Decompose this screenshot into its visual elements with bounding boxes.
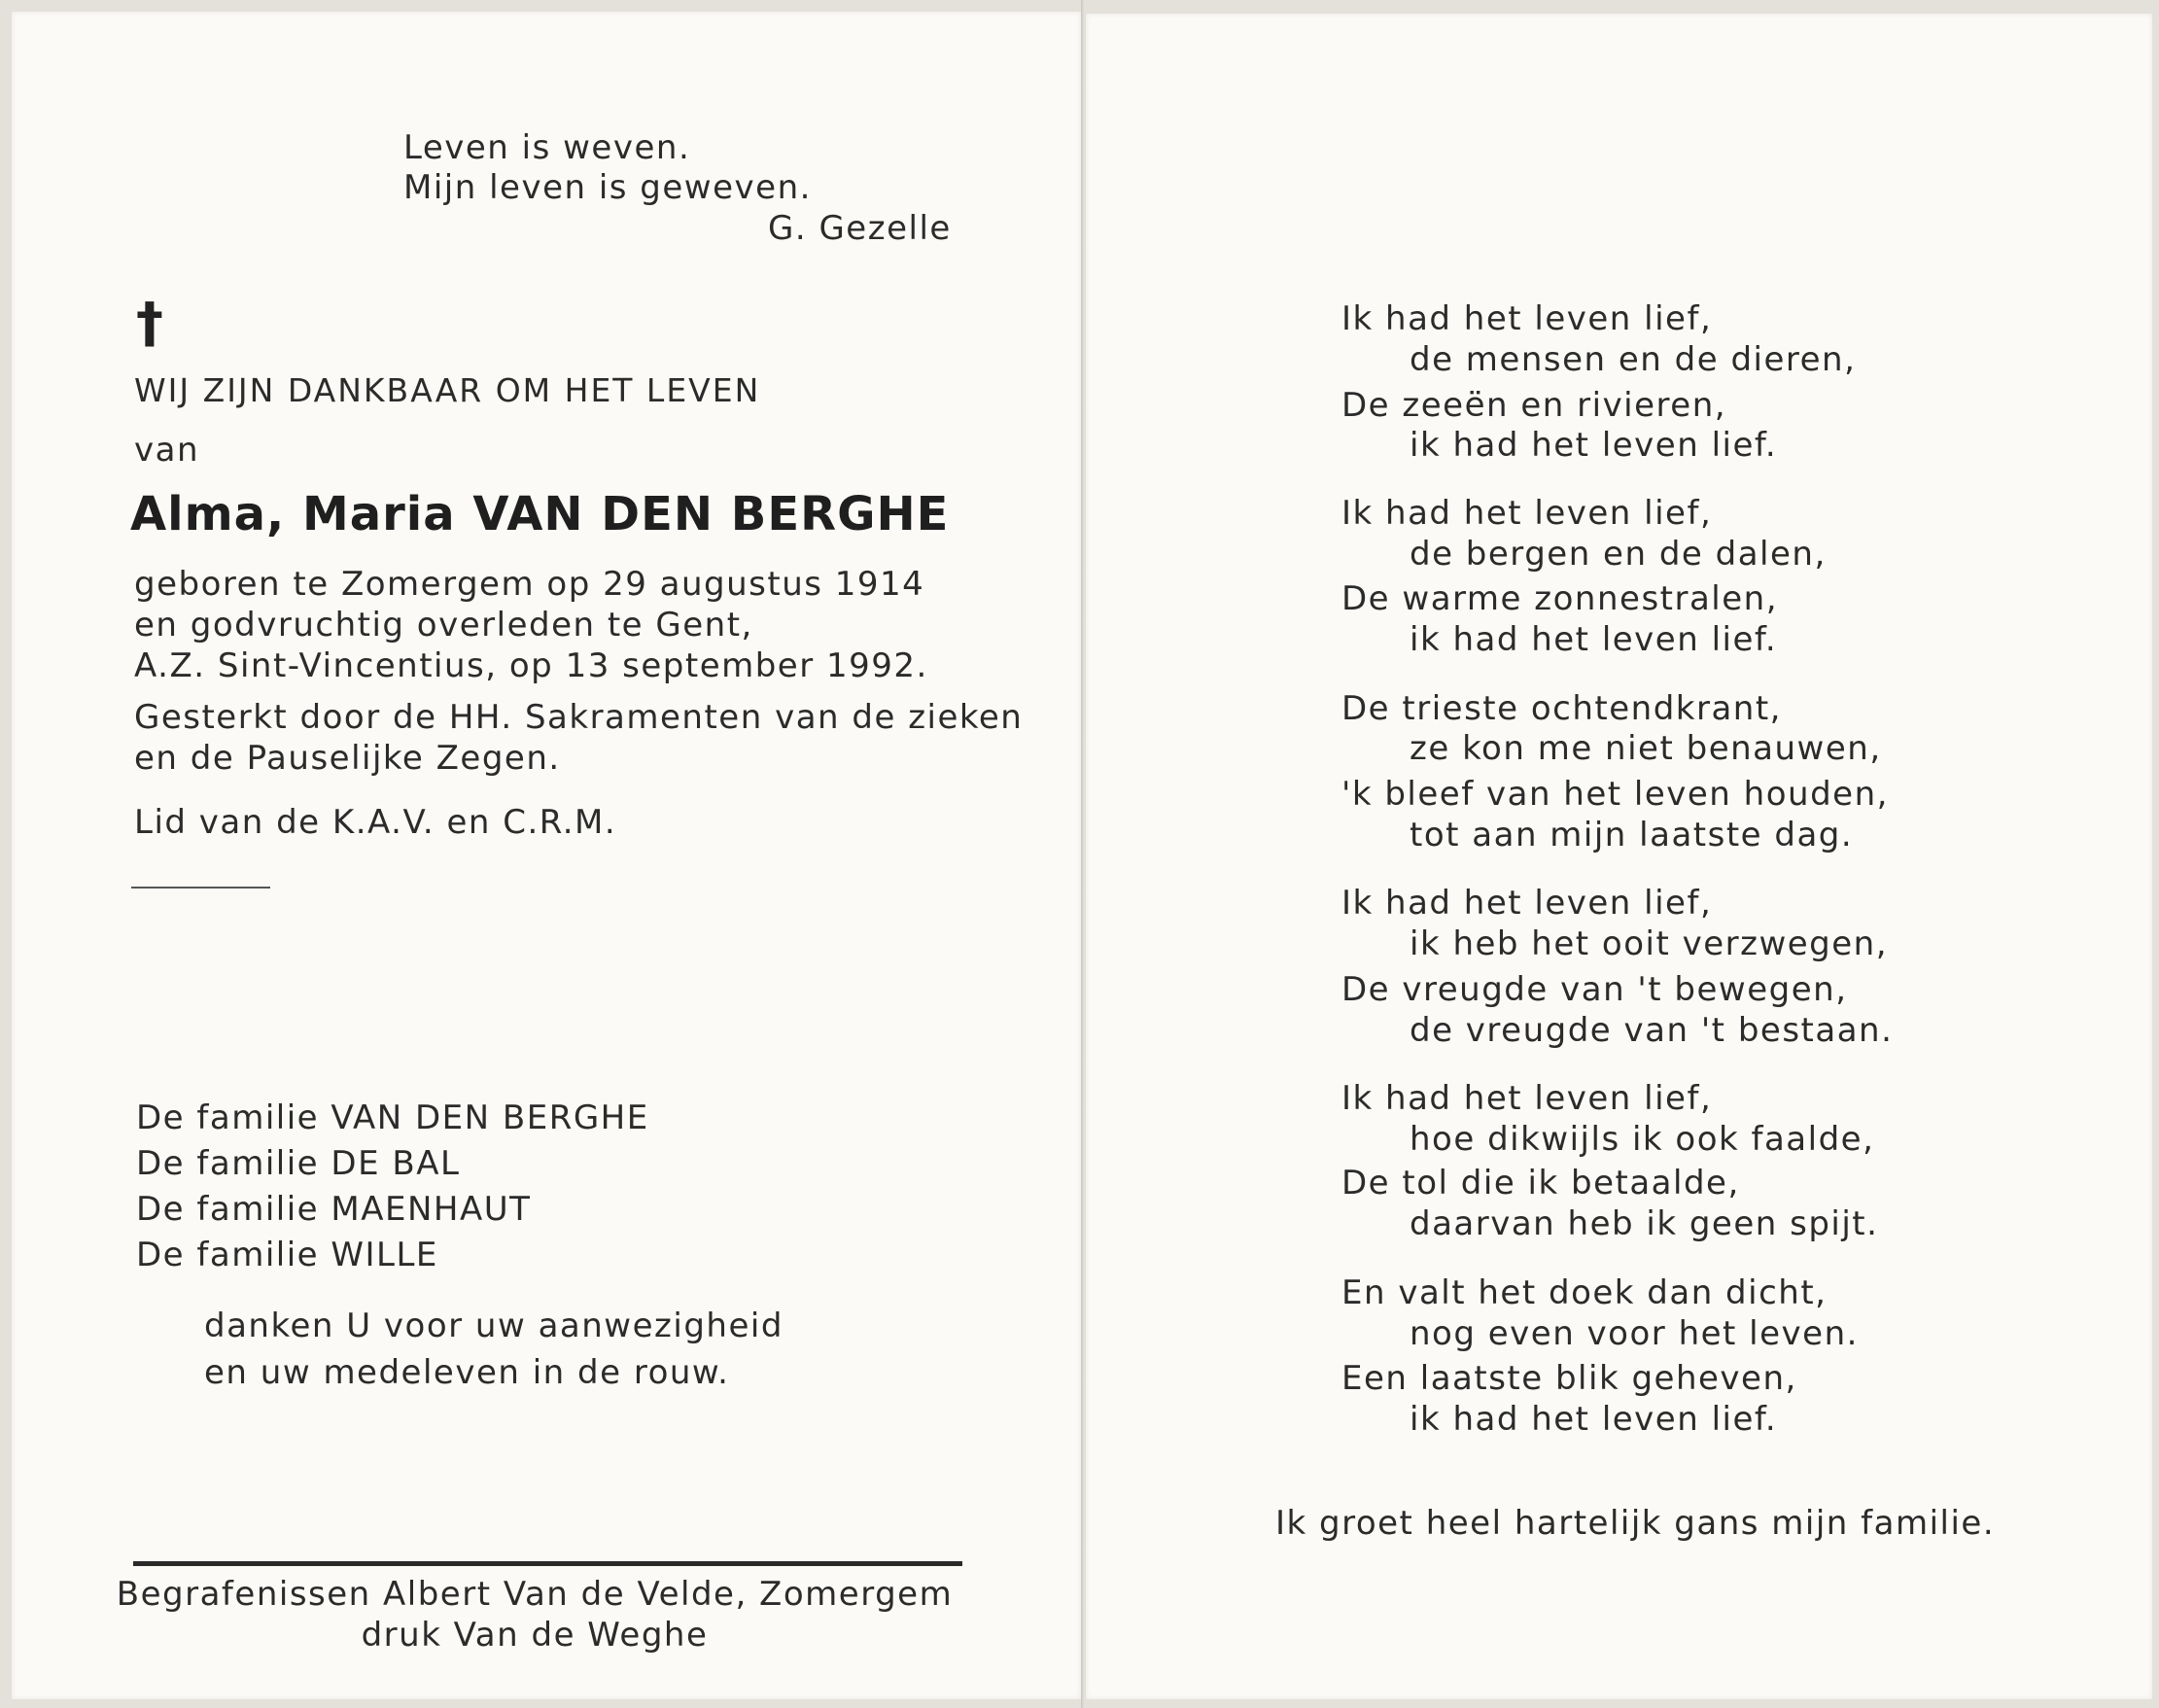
heading: WIJ ZIJN DANKBAAR OM HET LEVEN	[134, 371, 761, 409]
motto-line: Mijn leven is geweven.	[403, 168, 812, 207]
motto-author: G. Gezelle	[768, 209, 952, 248]
poem-line: de bergen en de dalen,	[1410, 535, 1827, 574]
closing-line: Ik groet heel hartelijk gans mijn familie.	[1275, 1504, 1996, 1543]
poem-line: De trieste ochtendkrant,	[1341, 689, 1782, 728]
poem-line: ik had het leven lief.	[1410, 1400, 1778, 1439]
poem-line: De zeeën en rivieren,	[1341, 386, 1727, 425]
birth-death-line: en godvruchtig overleden te Gent,	[134, 606, 753, 645]
right-page	[1085, 14, 2152, 1699]
poem-line: 'k bleef van het leven houden,	[1341, 775, 1889, 814]
poem-line: De vreugde van 't bewegen,	[1341, 970, 1848, 1009]
poem-line: ik heb het ooit verzwegen,	[1410, 924, 1889, 963]
poem-line: ik had het leven lief.	[1410, 620, 1778, 659]
divider	[131, 887, 270, 889]
poem-line: Ik had het leven lief,	[1341, 494, 1713, 533]
poem-line: ze kon me niet benauwen,	[1410, 729, 1882, 768]
birth-death-line: A.Z. Sint-Vincentius, op 13 september 1992.	[134, 646, 928, 685]
birth-death-line: geboren te Zomergem op 29 augustus 1914	[134, 565, 925, 604]
family-line: De familie VAN DEN BERGHE	[136, 1098, 649, 1137]
poem-line: de vreugde van 't bestaan.	[1410, 1011, 1894, 1050]
poem-line: De warme zonnestralen,	[1341, 579, 1779, 618]
poem-line: Ik had het leven lief,	[1341, 884, 1713, 923]
poem-line: En valt het doek dan dicht,	[1341, 1273, 1828, 1312]
membership: Lid van de K.A.V. en C.R.M.	[134, 803, 617, 842]
family-line: De familie DE BAL	[136, 1144, 461, 1183]
poem-line: hoe dikwijls ik ook faalde,	[1410, 1120, 1875, 1159]
left-page	[12, 12, 1083, 1699]
poem-line: tot aan mijn laatste dag.	[1410, 816, 1854, 854]
sacraments-line: en de Pauselijke Zegen.	[134, 739, 561, 778]
poem-line: nog even voor het leven.	[1410, 1314, 1859, 1353]
family-line: De familie MAENHAUT	[136, 1190, 532, 1229]
poem-line: Ik had het leven lief,	[1341, 299, 1713, 338]
thanks-line: en uw medeleven in de rouw.	[204, 1353, 730, 1392]
footer-rule	[133, 1561, 962, 1566]
poem-line: De tol die ik betaalde,	[1341, 1164, 1740, 1203]
deceased-name: Alma, Maria VAN DEN BERGHE	[130, 487, 950, 541]
sacraments-line: Gesterkt door de HH. Sakramenten van de zieken	[134, 698, 1024, 737]
poem-line: Een laatste blik geheven,	[1341, 1359, 1797, 1398]
poem-line: Ik had het leven lief,	[1341, 1079, 1713, 1118]
cross-icon: †	[136, 292, 163, 355]
poem-line: ik had het leven lief.	[1410, 426, 1778, 465]
poem-line: de mensen en de dieren,	[1410, 340, 1857, 379]
family-line: De familie WILLE	[136, 1236, 438, 1274]
van-label: van	[134, 431, 200, 470]
poem-line: daarvan heb ik geen spijt.	[1410, 1204, 1879, 1243]
footer-line: Begrafenissen Albert Van de Velde, Zomergem	[116, 1575, 954, 1614]
thanks-line: danken U voor uw aanwezigheid	[204, 1307, 784, 1345]
motto-line: Leven is weven.	[403, 128, 691, 167]
footer-line: druk Van de Weghe	[361, 1616, 709, 1655]
